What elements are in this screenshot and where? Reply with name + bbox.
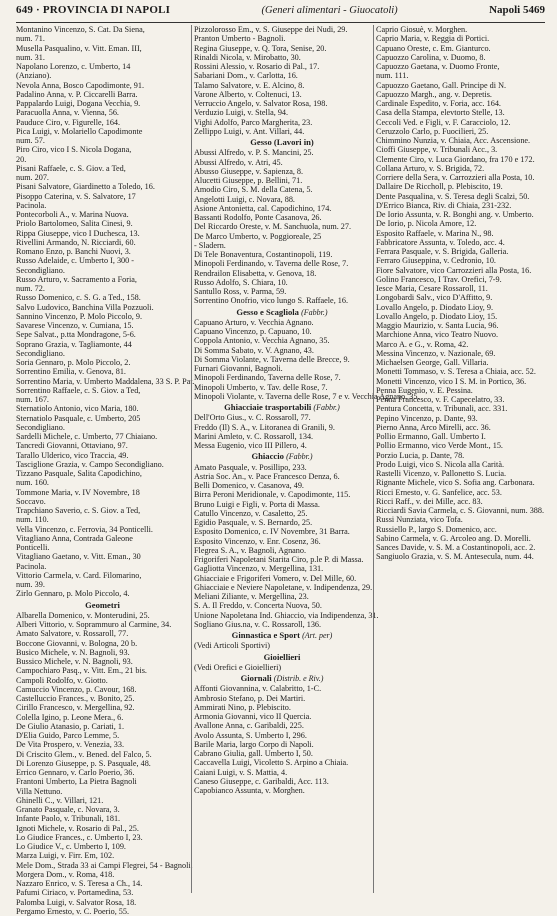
directory-entry: Padalino Anna, v. P. Ciccarelli Barra. [16,89,138,99]
directory-entry: Meliani Ziliante, v. Mergellina, 23. [194,592,309,601]
directory-entry: Casa della Stampa, elevtorto Stelle, 13. [376,108,505,118]
directory-entry: Monetti Vincenzo, vico I S. M. in Portico, 36. [376,376,527,386]
directory-entry: Di Criscito Glem., v. Bened. del Falco, 5. [16,749,152,759]
directory-entry: Porzio Lucia, p. Dante, 78. [376,450,465,460]
directory-entry: Frigoriferi Napoletani Starita Ciro, p.le P. di Massa. [194,555,364,564]
directory-entry: Marchione Anna, vico Teatro Nuovo. [376,330,499,340]
directory-entry: Busico Michele, v. N. Bagnoli, 93. [16,647,130,657]
directory-entry: Amato Pasquale, v. Posillipo, 233. [194,462,307,472]
directory-entry: Sabariani Dom., v. Carlotta, 16. [194,71,298,81]
directory-entry: Pontecorboli A., v. Marina Nuova. [16,210,129,219]
directory-entry: num. 72. [16,284,45,293]
directory-entry: Furnari Giovanni, Bagnoli. [194,364,283,373]
directory-entry: Pisani Salvatore, Giardinetto a Toledo, 16. [16,182,155,192]
directory-entry: Salvo Ludovico, Banchina Villa Pozzuoli. [16,302,154,312]
directory-entry: De Iorio, p. Nicola Amore, 12. [376,219,477,229]
category-range: (Generi alimentari - Giuocatoli) [261,5,398,16]
directory-entry: Marini Amleto, v. C. Rossaroll, 134. [194,431,314,441]
directory-entry: Abussi Alfredo, v. P. S. Mancini, 25. [194,148,314,158]
directory-entry: Secondigliano. [16,422,65,432]
directory-entry: Montanino Vincenzo, S. Cat. Da Siena, [16,25,145,34]
directory-entry: Minopoli Ferdinando, v. Taverna delle Rose, 7. [194,259,349,269]
directory-entry: Russiello P., largo S. Domenico, acc. [376,524,497,534]
directory-entry: Sternatiolo Antonio, vico Maria, 180. [16,404,139,414]
directory-entry: Rippa Giuseppe, vico I Duchesca, 13. [16,228,140,238]
directory-entry: Piro Ciro, vico I S. Nicola Dogana, [16,145,132,155]
directory-entry: Rendrailon Elisabetta, v. Genova, 18. [194,268,317,278]
directory-entry: Angelotti Luigi, c. Novara, 88. [194,194,295,204]
directory-entry: Lo Giudice V., c. Umberto I, 109. [16,842,126,851]
directory-entry: Messina Vincenzo, v. Nazionale, 69. [376,348,496,358]
directory-entry: Fabbricatore Assunta, v. Toledo, acc. 4. [376,237,505,247]
directory-entry: Boccone Giovanni, v. Bologna, 20 b. [16,638,138,648]
directory-entry: Castelluccio Frances., v. Bonito, 25. [16,694,135,703]
directory-entry: Alberi Vittorio, v. Soprammuro al Carmine, 34. [16,620,172,629]
directory-entry: Sorrentino Maria, v. Umberto Maddalena, 33 S. P. Pat. [16,376,195,386]
directory-entry: Russo Domenico, c. S. G. a Ted., 158. [16,293,141,303]
directory-entry: Pacinola. [16,200,47,210]
directory-entry: Pepino Vincenzo, p. Dante, 93. [376,413,478,423]
directory-entry: Vitagliano Anna, Contrada Galeone [16,533,133,543]
directory-entry: Napolano Lorenzo, c. Umberto, 14 [16,62,131,71]
directory-entry: Pranton Umberto - Bagnoli. [194,34,286,44]
directory-entry: Pizzolorosso Em., v. S. Giuseppe dei Nudi, 29. [194,25,348,34]
directory-entry: Sabino Carmela, v. G. Arcoleo ang. D. Morelli. [376,533,531,543]
directory-entry: Collana Arturo, v. S. Brigida, 72. [376,163,485,173]
directory-entry: num. 39. [16,580,45,589]
directory-entry: Corriere della Sera, v. Carrozzieri alla Posta, 10. [376,173,535,182]
directory-entry: Pisani Raffaele, c. S. Giov. a Ted, [16,163,126,173]
section-heading [194,653,370,662]
directory-entry: Penna Eugenio, v. E. Pessina. [376,385,473,395]
directory-entry: Santullo Ross, v. Parma, 59. [194,287,287,296]
directory-entry: Soccavo. [16,496,46,506]
directory-entry: Ferraro Giuseppina, v. Cedronio, 10. [376,256,496,266]
directory-entry: Capuozzo Carolina, v. Duomo, 8. [376,52,486,62]
directory-entry: Coppola Antonio, v. Vecchia Agnano, 35. [194,336,330,346]
directory-entry: Russo Adolfo, S. Chiara, 10. [194,277,288,287]
directory-entry: Capuozzo Gaetano, Gall. Principe di N. [376,80,507,90]
directory-entry: num. 110. [16,515,49,525]
directory-entry: Pierno Anna, Arco Mirelli, acc. 36. [376,422,491,432]
directory-entry: Rignante Michele, vico S. Sofia ang. Carbonara. [376,478,535,488]
section-heading [194,138,370,147]
directory-entry: Abussi Alfredo, v. Atri, 45. [194,157,283,167]
directory-entry: Minopoli Violante, v. Taverna delle Rose, 7 e v. Vecchia Agnano, 35. [194,391,420,401]
directory-entry: Palomba Luigi, v. Salvator Rosa, 18. [16,897,137,907]
directory-entry: Capobianco Assunta, v. Morghen. [194,786,305,795]
directory-entry: Nevola Anna, Bosco Capodimonte, 91. [16,80,145,90]
directory-entry: Zellippo Luigi, v. Ant. Villari, 44. [194,126,305,136]
directory-entry: Dallaire De Riccholl, p. Plebiscito, 19. [376,182,503,192]
directory-entry: Russo Adelaide, c. Umberto I, 300 - [16,256,135,266]
directory-entry: Ammirati Nino, p. Plebiscito. [194,702,291,712]
directory-entry: Michaelsen George, Gall. Villaria. [376,358,489,367]
directory-entry: Vella Vincenzo, c. Ferrovia, 34 Ponticelli. [16,524,153,534]
directory-entry: Chimmino Nunzia, v. Chiaia, Acc. Ascensione. [376,136,531,145]
directory-entry: Savarese Vincenzo, v. Cumiana, 15. [16,321,134,330]
directory-entry: Minopoli Umberto, v. Tav. delle Rose, 7. [194,382,328,392]
directory-entry: num. 71. [16,34,45,44]
directory-entry: Unione Napoletana Ind. Ghiaccio, via Indipendenza, 31. [194,610,379,620]
directory-entry: Pacinola. [16,561,47,571]
directory-entry: Affonti Giovannina, v. Calabritto, 1-C. [194,684,322,694]
section-heading-qualifier: (Fabbr.) [301,307,328,317]
directory-entry: 20. [16,154,27,164]
directory-entry: Amato Salvatore, v. Rossaroll, 77. [16,629,129,639]
directory-entry: Vitagliano Gaetano, v. Vitt. Eman., 30 [16,552,141,562]
directory-entry: Ferrara Pasquale, v. S. Brigida, Galleria. [376,247,509,256]
directory-entry: Clemente Ciro, v. Luca Giordano, fra 170 e 172. [376,154,535,164]
directory-entry: num. 111. [376,71,409,81]
directory-entry: Ghinelli C., v. Villari, 121. [16,795,104,805]
directory-entry: Paracuolla Anna, v. Vienna, 56. [16,108,119,118]
directory-entry: Messa Eugenio, vico III Pillero, 4. [194,441,307,450]
directory-entry: Regina Giuseppe, v. Q. Tora, Senise, 20. [194,43,327,53]
directory-entry: Camuccio Vincenzo, p. Cavour, 168. [16,684,137,694]
directory-entry: Belli Domenico, v. Casanova, 49. [194,481,304,490]
directory-entry: Caiani Luigi, v. S. Mattia, 4. [194,767,288,777]
directory-entry: Ricci Ernesto, v. G. Sanfelice, acc. 53. [376,487,502,497]
directory-entry: De Giulio Atanasio, p. Cariati, 1. [16,721,125,731]
section-heading [194,308,370,317]
directory-entry: De Iorio Assunta, v. R. Bonghi ang. v. Umberto. [376,210,534,219]
directory-entry: Mele Dom., Strada 33 ai Campi Flegrei, 54 - Bagnoli. [16,860,193,870]
directory-entry: Ceruzzolo Carlo, p. Fuocilieri, 25. [376,126,489,136]
directory-entry: num. 31. [16,52,45,62]
directory-entry: Rivellini Armando, N. Ricciardi, 60. [16,237,136,247]
section-heading-title: Gioiellieri [263,651,301,662]
directory-entry: Birra Peroni Meridionale, v. Capodimonte, 115. [194,490,351,500]
directory-entry: Barile Maria, largo Corpo di Napoli. [194,739,314,749]
directory-entry: Ghiacciaie e Frigoriferi Vomero, v. Del Mille, 60. [194,573,357,583]
directory-entry: Freddo (Il) S. A., v. Litoranea di Granili, 9. [194,422,335,432]
section-heading-title: Gesso (Lavori in) [250,137,314,147]
directory-entry: Astria Soc. An., v. Pace Francesco Denza, 6. [194,471,340,481]
directory-entry: Rossini Alessio, v. Rosario di Pal., 17. [194,62,320,71]
directory-entry: Capuano Oreste, c. Em. Gianturco. [376,43,491,53]
directory-entry: Lo Giudice Frances., c. Umberto I, 23. [16,832,143,842]
directory-entry: Asione Antonietta, cal. Capodichino, 174. [194,203,332,213]
directory-entry: Pentura Concetta, v. Tribunali, acc. 331. [376,404,508,414]
directory-entry: (Vedi Articoli Sportivi) [194,641,270,651]
directory-entry: (Anziano). [16,71,52,81]
directory-entry: Sogliano Gius.na, v. C. Rossaroll, 136. [194,619,322,629]
section-heading [194,403,370,412]
directory-entry: Esposito Domenico, c. IV Novembre, 31 Barra. [194,527,350,537]
directory-entry: Alucetti Giuseppe, p. Bellini, 71. [194,176,303,185]
section-heading-title: Ghiacciaie trasportabili [224,402,312,412]
section-heading [194,631,370,640]
city-page-label: Napoli 5469 [489,4,545,16]
directory-entry: De Vita Prospero, v. Venezia, 33. [16,740,125,750]
directory-entry: Capuano Arturo, v. Vecchia Agnano. [194,317,314,327]
directory-entry: Ponticelli. [16,543,50,552]
section-heading-title: Geometri [85,599,120,610]
directory-entry: Amodio Ciro, S. M. della Catena, 5. [194,185,313,195]
directory-entry: Russo Arturo, v. Sacramento a Foria, [16,274,137,284]
directory-entry: Albarella Domenico, v. Monterudini, 25. [16,610,150,620]
directory-entry: Trapchiano Saverio, c. S. Giov. a Ted, [16,506,141,515]
directory-entry: Secondigliano. [16,348,65,358]
directory-entry: Sances Davide, v. S. M. a Costantinopoli, acc. 2. [376,543,536,552]
directory-entry: Sangiuolo Grazia, v. S. M. Antesecula, num. 44. [376,552,534,562]
directory-entry: Granato Pasquale, c. Novara, 3. [16,805,120,814]
directory-entry: D'Elia Guido, Parco Lemme, 5. [16,731,120,740]
section-heading [194,452,370,461]
directory-entry: Ghiacciaie e Neviere Napoletane, v. Indipendenza, 29. [194,582,373,592]
directory-entry: Campochiaro Pasq., v. Vitt. Em., 21 bis. [16,666,147,676]
directory-entry: Di Somma Sabato, v. V. Agnano, 43. [194,345,314,355]
directory-entry: Capuozzo Gaetana, v. Duomo Fronte, [376,62,500,71]
directory-entry: Esposito Raffaele, v. Marina N., 98. [376,228,494,238]
directory-entry: Colella Igino, p. Leone Mera., 6. [16,712,124,722]
section-heading [194,674,370,683]
directory-entry: Sepe Salvat., p.tta Mondragone, 5-6. [16,330,136,340]
directory-entry: Ignoti Michele, v. Rosario di Pal., 25. [16,823,139,833]
directory-entry: Talamo Salvatore, v. E. Alcino, 8. [194,80,305,90]
directory-entry: Prodo Luigi, vico S. Nicola alla Carità. [376,459,505,469]
column-3 [376,25,546,893]
directory-entry: Bruno Luigi e Figli, v. Porta di Massa. [194,499,320,509]
directory-entry: Nazzaro Enrico, v. S. Teresa a Ch., 14. [16,879,143,888]
directory-entry: Marza Luigi, v. Firr. Em, 102. [16,851,115,861]
header-rule [16,22,545,23]
directory-entry: Bussico Michele, v. N. Bagnoli, 93. [16,657,133,666]
directory-entry: Errico Gennaro, v. Carlo Poerio, 36. [16,768,135,777]
directory-entry: Avallone Anna, c. Garibaldi, 225. [194,721,304,731]
section-heading-title: Gesso e Scagliola [236,306,299,317]
directory-entry: Romano Enzo, p. Banchi Nuovi, 3. [16,247,131,256]
directory-entry: Pollio Ermanno, Gall. Umberto I. [376,432,486,441]
column-divider [191,25,192,893]
directory-entry: Esposito Vincenzo, v. Enr. Cosenz, 36. [194,536,321,546]
directory-entry: Soria Gennaro, p. Molo Piccolo, 2. [16,358,131,367]
directory-entry: Pergamo Ernesto, v. C. Poerio, 55. [16,906,130,916]
section-heading [16,601,189,610]
directory-entry: Di Somma Violante, v. Taverna delle Brecce, 9. [194,354,350,364]
directory-entry: Sannino Vincenzo, P. Molo Piccolo, 9. [16,311,143,321]
directory-columns [16,25,546,916]
page-number-section: 649 · PROVINCIA DI NAPOLI [16,4,171,16]
directory-entry: Ceccoli Ved. e Figli, v. F. Caracciolo, 12. [376,117,511,127]
directory-entry: Tancredi Giovanni, Ottaviano, 97. [16,441,128,451]
directory-entry: Fiore Salvatore, vico Carrozzieri alla Posta, 16. [376,265,532,275]
directory-entry: Pauduce Ciro, v. Figurelle, 164. [16,117,121,127]
directory-entry: Di Lorenzo Giuseppe, p. S. Pasquale, 48. [16,758,151,768]
directory-entry: Russi Nunziata, vico Tofa. [376,515,463,525]
directory-entry: num. 57. [16,136,45,145]
section-heading-qualifier: (Art. per) [302,631,333,640]
directory-entry: Sardelli Michele, c. Umberto, 77 Chiaiano. [16,432,158,441]
directory-entry: Rinaldi Nicola, v. Mirobatto, 30. [194,52,301,62]
directory-entry: Tasciglione Grazia, v. Campo Secondigliano. [16,459,164,469]
directory-entry: Ambrosio Stefano, p. Dei Martiri. [194,693,306,703]
column-divider [373,25,374,893]
directory-entry: Ricci Raff., v. dei Mille, acc. 83. [376,496,483,506]
directory-entry: Caprio Maria, v. Reggia di Portici. [376,34,490,44]
directory-entry: Verduzio Luigi, v. Stella, 94. [194,108,289,118]
directory-entry: Vighi Adolfo, Parco Margherita, 23. [194,117,313,127]
directory-entry: Minopoli Ferdinando, Taverna delle Rose, 7. [194,373,341,383]
directory-entry: Di Tele Bonaventura, Costantinopoli, 119. [194,250,333,259]
directory-entry: Morgera Dom., v. Roma, 418. [16,869,115,879]
page-header [16,4,545,22]
directory-entry: Egidio Pasquale, v. S. Bernardo, 25. [194,518,313,527]
directory-entry: Sorrentino Raffaele, c. S. Giov. a Ted, [16,385,141,395]
directory-entry: Catullo Vincenzo, v. Casaletto, 25. [194,508,308,518]
directory-entry: Capuano Vincenzo, p. Capuano, 10. [194,327,312,336]
directory-entry: Pafumi Ciriaco, v. Portamedina, 53. [16,888,134,898]
directory-entry: Sorrentino Onofrio, vico lungo S. Raffaele, 16. [194,296,349,306]
directory-entry: Priolo Bartolomeo, Salita Cinesi, 9. [16,219,133,229]
directory-entry: Campoli Rodolfo, v. Giotto. [16,675,108,685]
directory-entry: Dell'Orto Gius., v. C. Rossaroll, 77. [194,413,311,423]
directory-entry: Vittorio Carmela, v. Card. Filomarino, [16,570,142,580]
directory-entry: num. 160. [16,478,49,488]
directory-entry: Musella Pasqualino, v. Vitt. Eman. III, [16,43,142,53]
directory-entry: Avolo Assunta, S. Umberto I, 296. [194,730,307,740]
directory-entry: Caccavella Luigi, Vicoletto S. Arpino a Chiaia. [194,758,349,768]
directory-entry: Bassanti Rodolfo, Ponte Casanova, 26. [194,213,322,222]
section-heading-title: Ghiaccio [251,451,284,462]
directory-entry: Penna Francesco, v. F. Capecelatro, 33. [376,395,505,404]
directory-entry: Ricciardi Savia Carmela, c. S. Giovanni, num. 388. [376,506,545,515]
directory-entry: Tarallo Ulderico, vico Traccia, 49. [16,450,129,460]
directory-entry: Golino Francesco, I Trav. Orefici, 7-9. [376,274,502,284]
directory-entry: Caprio Giosuè, v. Morghen. [376,25,468,34]
directory-entry: num. 167. [16,395,49,404]
directory-entry: Lovallo Angelo, p. Diodato Lioy, 15. [376,311,498,321]
directory-entry: (Vedi Orefici e Gioiellieri) [194,662,282,672]
directory-entry: Zirlo Gennaro, p. Molo Piccolo, 4. [16,589,130,599]
directory-entry: Caneso Giuseppe, c. Garibaldi, Acc. 113. [194,776,329,786]
directory-entry: Marco A. e G., v. Roma, 42. [376,339,469,349]
directory-entry: Cioffi Giuseppe, v. Tribunali Acc., 3. [376,145,498,155]
directory-entry: Pica Luigi, v. Molariello Capodimonte [16,126,143,136]
section-heading-qualifier: (Fabbr.) [313,403,340,412]
directory-entry: Rastelli Vicenzo, v. Pallonetto S. Lucia. [376,469,507,478]
directory-entry: Pisoppo Caterina, v. S. Salvatore, 17 [16,191,136,201]
directory-entry: Tizzano Pasquale, Salita Capodichino, [16,469,142,478]
directory-entry: Cabrano Giulia, gall. Umberto I, 50. [194,749,313,758]
column-1 [16,25,195,916]
directory-entry: D'Errico Bianca, Riv. di Chiaia, 231-232. [376,200,512,210]
section-heading-title: Giornali [240,673,272,683]
directory-entry: Iesce Maria, Cesare Rossaroll, 11. [376,284,488,293]
directory-entry: Tommone Maria, v. IV Novembre, 18 [16,487,140,497]
directory-entry: Frantoni Umberto, La Pietra Bagnoli [16,777,137,787]
directory-entry: Pollio Ermanno, vico Verde Mont., 15. [376,441,503,451]
directory-entry: Pappalardo Luigi, Dogana Vecchia, 9. [16,99,141,108]
directory-entry: Cirillo Francesco, v. Mergellina, 92. [16,703,135,713]
section-heading-title: Ginnastica e Sport [231,630,300,640]
directory-entry: Abusso Giuseppe, v. Sapienza, 8. [194,166,304,176]
directory-entry: S. A. Il Freddo, v. Concerta Nuova, 50. [194,601,322,611]
directory-entry: Varone Alberto, v. Coltenuci, 13. [194,89,302,99]
directory-entry: Sorrentino Emilia, v. Genova, 81. [16,367,126,377]
directory-entry: Soprano Grazia, v. Tagliamonte, 44 [16,339,132,349]
directory-entry: Gagliotta Vincenzo, v. Mergellina, 131. [194,564,324,574]
directory-entry: Longobardi Salv., vico D'Affitto, 9. [376,293,493,303]
directory-entry: Infante Paolo, v. Tribunali, 181. [16,814,121,824]
directory-entry: - Sladern. [194,240,226,250]
directory-entry: Sternatiolo Pasquale, c. Umberto, 205 [16,413,141,423]
directory-entry: Capuozzo Margh., ang. v. Depretis. [376,89,492,99]
directory-entry: num. 207. [16,173,49,182]
section-heading-qualifier: (Distrib. e Riv.) [273,674,324,683]
directory-entry: Armonia Giovanni, vico II Quercia. [194,712,312,721]
directory-entry: Lovallo Angelo, p. Diodato Lioy, 9. [376,302,494,312]
directory-entry: Verruccio Angelo, v. Salvator Rosa, 198. [194,99,328,108]
directory-entry: Secondigliano. [16,265,65,275]
directory-entry: Flegrea S. A., v. Bagnoli, Agnano. [194,545,307,555]
directory-entry: Maggio Maurizio, v. Santa Lucia, 96. [376,321,499,330]
directory-entry: Cardinale Espedito, v. Foria, acc. 164. [376,99,501,108]
directory-entry: Del Riccardo Oreste, v. M. Sanchuola, num. 27. [194,222,352,232]
directory-entry: Monetti Tommaso, v. S. Teresa a Chiaia, acc. 52. [376,367,536,377]
directory-entry: De Marco Umberto, v. Poggioreale, 25 [194,231,322,241]
directory-entry: Dente Pasqualina, v. S. Teresa degli Scalzi, 50. [376,191,530,201]
directory-entry: Villa Nettuno. [16,786,63,796]
section-heading-qualifier: (Fabbr.) [286,452,313,462]
